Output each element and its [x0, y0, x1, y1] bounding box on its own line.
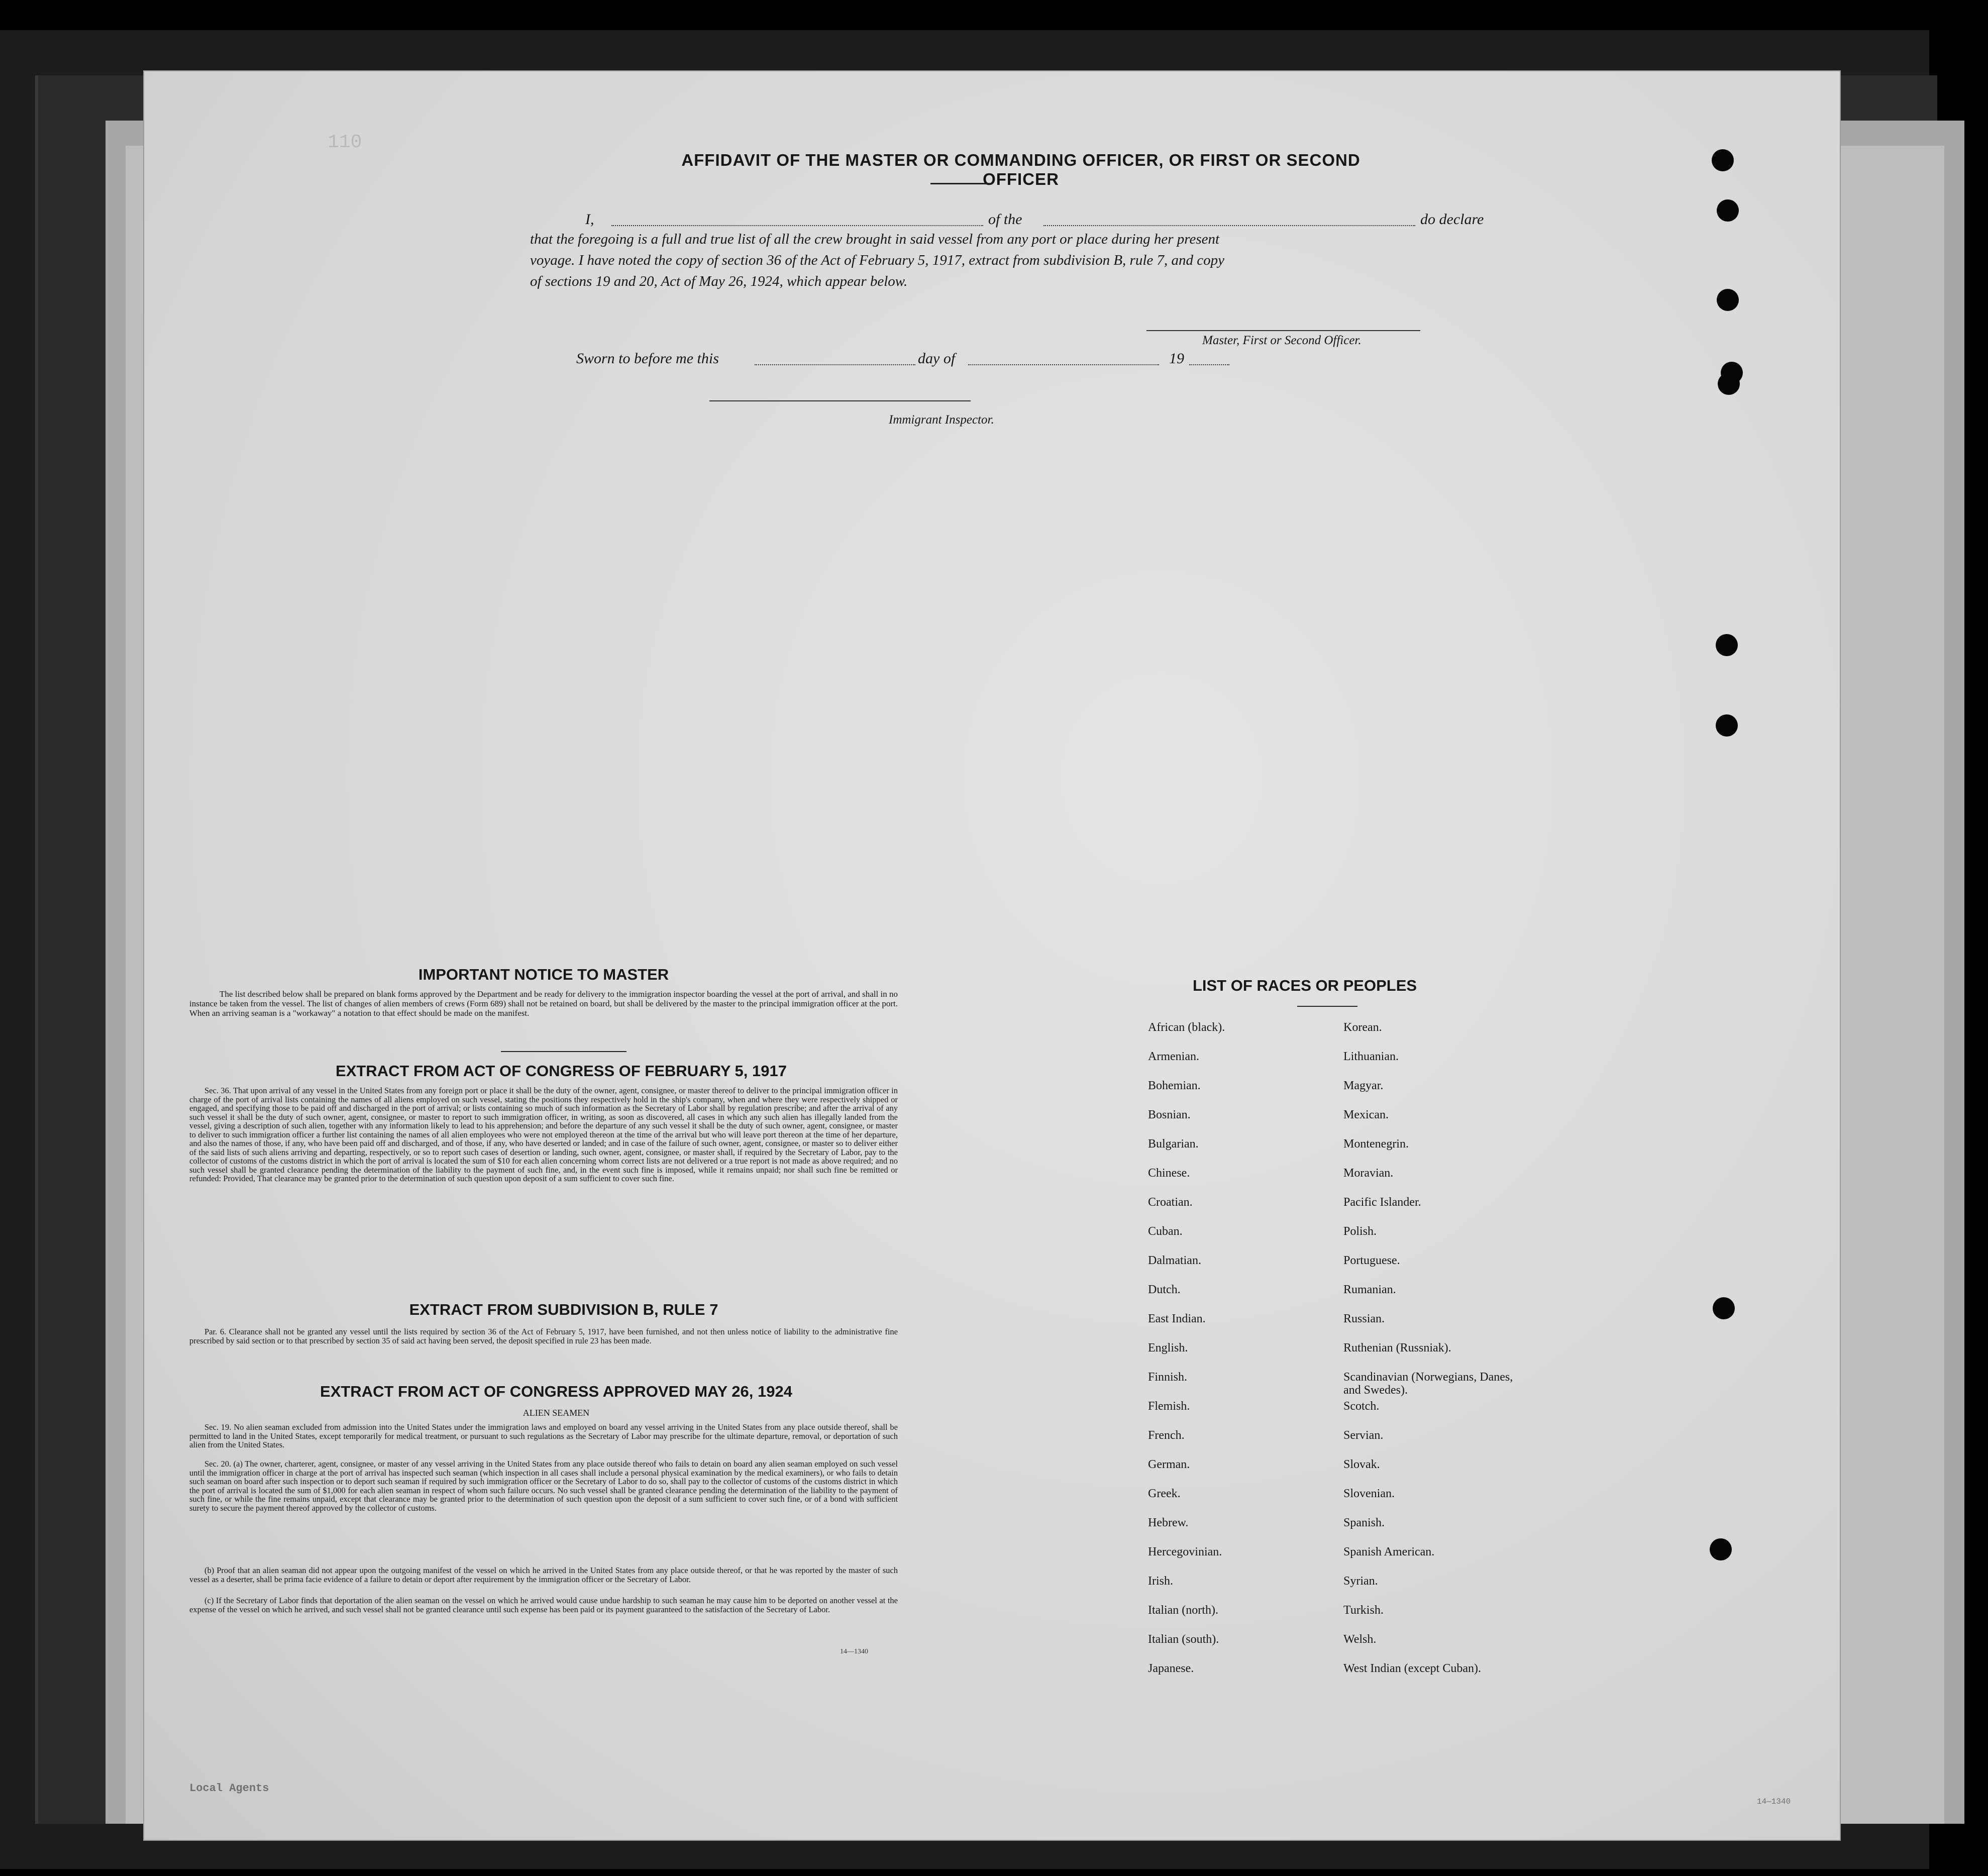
race-item: Hebrew.	[1148, 1516, 1189, 1529]
rule7-text: Par. 6. Clearance shall not be granted any vessel until the lists required by section 36 of the Act of February 5, 1917, have been furnished, and not then unless notice of liability to the administrative fine prescribed by said section or to that prescribed by section 35 of said act having been served, the deposit specified in rule 23 has been made.	[189, 1327, 898, 1345]
race-item: Portuguese.	[1343, 1254, 1400, 1267]
race-item: Servian.	[1343, 1429, 1384, 1442]
punch-hole	[1718, 373, 1740, 395]
sworn-day-blank[interactable]	[755, 364, 915, 365]
race-item: Ruthenian (Russniak).	[1343, 1341, 1451, 1354]
race-item: Chinese.	[1148, 1167, 1190, 1180]
race-item: Dalmatian.	[1148, 1254, 1201, 1267]
race-item: Lithuanian.	[1343, 1050, 1399, 1063]
affidavit-line-2: that the foregoing is a full and true list of all the crew brought in said vessel from any port or place during her present	[530, 231, 1220, 247]
race-item: Pacific Islander.	[1343, 1196, 1421, 1209]
race-item: Dutch.	[1148, 1283, 1181, 1296]
race-item: Scotch.	[1343, 1400, 1380, 1413]
race-item: Croatian.	[1148, 1196, 1193, 1209]
punch-hole	[1717, 289, 1739, 311]
form-number: 14—1340	[840, 1648, 868, 1655]
races-title: LIST OF RACES OR PEOPLES	[1192, 977, 1417, 994]
notice-divider	[501, 1051, 626, 1052]
race-item: Magyar.	[1343, 1079, 1384, 1092]
race-item: Bohemian.	[1148, 1079, 1201, 1092]
signature-label: Master, First or Second Officer.	[1202, 334, 1362, 347]
races-left-column	[1148, 1021, 1225, 1691]
race-item: French.	[1148, 1429, 1185, 1442]
notice-title: IMPORTANT NOTICE TO MASTER	[418, 966, 669, 983]
signature-blank[interactable]	[1146, 330, 1420, 331]
sworn-year-blank[interactable]	[1189, 364, 1229, 365]
race-item: Polish.	[1343, 1225, 1377, 1238]
day-of-text: day of	[918, 350, 956, 367]
manifest-page	[143, 70, 1841, 1841]
affidavit-of-the: of the	[988, 211, 1022, 228]
race-item: Mexican.	[1343, 1108, 1389, 1121]
races-right-column	[1343, 1021, 1524, 1691]
rule7-title: EXTRACT FROM SUBDIVISION B, RULE 7	[409, 1301, 718, 1318]
sec19-text: Sec. 19. No alien seaman excluded from admission into the United States under the immigration laws and employed on board any vessel arriving in the United States from any place outside thereof, shall be permitted to land in the United States, except temporarily for medical treatment, or pursuant to such regulations as the Secretary of Labor may prescribe for the ultimate departure, removal, or deportation of such alien from the United States.	[189, 1422, 898, 1449]
race-item: German.	[1148, 1458, 1190, 1471]
punch-hole	[1713, 1297, 1735, 1319]
race-item: Russian.	[1343, 1312, 1385, 1325]
vessel-blank[interactable]	[1043, 225, 1415, 226]
inspector-label: Immigrant Inspector.	[889, 413, 994, 427]
race-item: Cuban.	[1148, 1225, 1183, 1238]
races-divider	[1297, 1006, 1357, 1007]
notice-text: The list described below shall be prepared on blank forms approved by the Department and be ready for delivery to the immigration inspector boarding the vessel at the port of arrival, and shall in no instance be taken from the vessel. The list of changes of alien members of crews (Form 689) shall not be retained on board, but shall be delivered by the master to the principal immigration officer at the port. When an arriving seaman is a "workaway" a notation to that effect should be made on the manifest.	[189, 989, 898, 1018]
affidavit-declare: do declare	[1420, 211, 1484, 228]
race-item: English.	[1148, 1341, 1188, 1354]
sec20b-text: (b) Proof that an alien seaman did not appear upon the outgoing manifest of the vessel on which he arrived in the United States from any place outside thereof, or that he was reported by the master of such vessel as a deserter, shall be prima facie evidence of a failure to detain or deport after requirement by the immigration officer or the Secretary of Labor.	[189, 1566, 898, 1584]
affidavit-i: I,	[585, 211, 594, 228]
bleed-through-number: 14—1340	[1757, 1797, 1791, 1806]
race-item: African (black).	[1148, 1021, 1225, 1034]
race-item: East Indian.	[1148, 1312, 1206, 1325]
affidavit-line-3: voyage. I have noted the copy of section 36 of the Act of February 5, 1917, extract from subdivision B, rule 7, and copy	[530, 252, 1225, 268]
race-item: Italian (north).	[1148, 1604, 1218, 1617]
extract-1917-title: EXTRACT FROM ACT OF CONGRESS OF FEBRUARY 5, 1917	[336, 1062, 787, 1080]
sec20a-text: Sec. 20. (a) The owner, charterer, agent, consignee, or master of any vessel arriving in the United States from any place outside thereof who fails to detain on board any alien seaman employed on such vessel until the immigration officer in charge at the port of arrival has inspected such seaman (which inspection in all cases shall include a personal physical examination by the medical examiners), or who fails to detain such seaman on board after such inspection or to deport such seaman if required by such immigration officer or the Secretary of Labor to do so, shall pay to the collector of customs of the customs district in which the port of arrival is located the sum of $1,000 for each alien seaman in respect of whom such failure occurs. No such vessel shall be granted clearance pending the determination of the liability to the payment of such fine, or while the fine remains unpaid, except that clearance may be granted prior to the determination of such question upon the deposit of a sum sufficient to cover such fine, or of a bond with sufficient surety to secure the payment thereof approved by the collector of customs.	[189, 1459, 898, 1513]
race-item: West Indian (except Cuban).	[1343, 1662, 1481, 1675]
race-item: Scandinavian (Norwegians, Danes, and Swedes).	[1343, 1371, 1513, 1397]
punch-hole	[1716, 714, 1738, 737]
affidavit-line-4: of sections 19 and 20, Act of May 26, 1924, which appear below.	[530, 273, 908, 289]
race-item: Italian (south).	[1148, 1633, 1219, 1646]
punch-hole	[1716, 634, 1738, 656]
punch-hole	[1712, 149, 1734, 171]
punch-hole	[1717, 199, 1739, 222]
race-item: Flemish.	[1148, 1400, 1190, 1413]
race-item: Slovenian.	[1343, 1487, 1395, 1500]
punch-hole	[1710, 1538, 1732, 1560]
race-item: Moravian.	[1343, 1167, 1394, 1180]
race-item: Irish.	[1148, 1575, 1173, 1588]
race-item: Bulgarian.	[1148, 1137, 1199, 1151]
race-item: Japanese.	[1148, 1662, 1194, 1675]
race-item: Slovak.	[1343, 1458, 1380, 1471]
race-item: Korean.	[1343, 1021, 1382, 1034]
race-item: Hercegovinian.	[1148, 1545, 1222, 1558]
race-item: Rumanian.	[1343, 1283, 1396, 1296]
race-item: Bosnian.	[1148, 1108, 1191, 1121]
sworn-text: Sworn to before me this	[576, 350, 719, 367]
year-prefix: 19	[1169, 350, 1184, 367]
race-item: Syrian.	[1343, 1575, 1378, 1588]
title-underline	[930, 183, 991, 184]
race-item: Armenian.	[1148, 1050, 1199, 1063]
race-item: Greek.	[1148, 1487, 1181, 1500]
bleed-through-text: Local Agents	[189, 1782, 269, 1795]
race-item: Spanish.	[1343, 1516, 1385, 1529]
bleed-through-number: 110	[328, 132, 362, 153]
race-item: Turkish.	[1343, 1604, 1384, 1617]
extract-1917-text: Sec. 36. That upon arrival of any vessel in the United States from any foreign port or place it shall be the duty of the owner, agent, consignee, or master thereof to deliver to the principal immigration officer in charge of the port of arrival lists containing the names of all aliens employed on such vessel, stating the positions they respectively hold in the ship's company, when and where they were respectively shipped or engaged, and specifying those to be paid off and discharged in the port of arrival; or lists containing so much of such information as the Secretary of Labor shall by regulation prescribe; and after the arrival of any such vessel it shall be the duty of such owner, agent, consignee, or master to report to such immigration officer, in writing, as soon as discovered, all cases in which any such alien has illegally landed from the vessel, giving a description of such alien, together with any information likely to lead to his apprehension; and before the departure of any such vessel it shall be the duty of such owner, agent, consignee, or master to deliver to such immigration officer a further list containing the names of all alien employees who were not employed thereon at the time of the arrival but who will leave port thereon at the time of her departure, and also the names of those, if any, who have been paid off and discharged, and of those, if any, who have deserted or landed; and in case of the failure of such owner, agent, consignee, or master so to deliver either of the said lists of such aliens arriving and departing, respectively, or so to report such cases of desertion or landing, such owner, agent, consignee, or master shall, if required by the Secretary of Labor, pay to the collector of customs of the customs district in which the port of arrival is located the sum of $10 for each alien concerning whom correct lists are not delivered or a true report is not made as above required; and no such vessel shall be granted clearance pending the determination of the liability to the payment of such fine, and, in the event such fine is imposed, while it remains unpaid; nor shall such fine be remitted or refunded: Provided, That clearance may be granted prior to the determination of such question upon deposit of a sum sufficient to cover such fine.	[189, 1086, 898, 1183]
alien-seamen-subtitle: ALIEN SEAMEN	[522, 1408, 590, 1418]
inspector-signature-blank[interactable]	[709, 400, 971, 401]
race-item: Spanish American.	[1343, 1545, 1435, 1558]
race-item: Finnish.	[1148, 1371, 1188, 1384]
extract-1924-title: EXTRACT FROM ACT OF CONGRESS APPROVED MAY 26, 1924	[320, 1383, 792, 1400]
sworn-month-blank[interactable]	[968, 364, 1159, 365]
race-item: Montenegrin.	[1343, 1137, 1409, 1151]
sec20c-text: (c) If the Secretary of Labor finds that deportation of the alien seaman on the vessel on which he arrived would cause undue hardship to such seaman he may cause him to be deported on another vessel at the expense of the vessel on which he arrived, and such vessel shall not be granted clearance until such expense has been paid or its payment guaranteed to the satisfaction of the Secretary of Labor.	[189, 1596, 898, 1614]
affidavit-title: AFFIDAVIT OF THE MASTER OR COMMANDING OFFICER, OR FIRST OR SECOND OFFICER	[681, 151, 1361, 188]
race-item: Welsh.	[1343, 1633, 1377, 1646]
name-blank[interactable]	[611, 225, 983, 226]
